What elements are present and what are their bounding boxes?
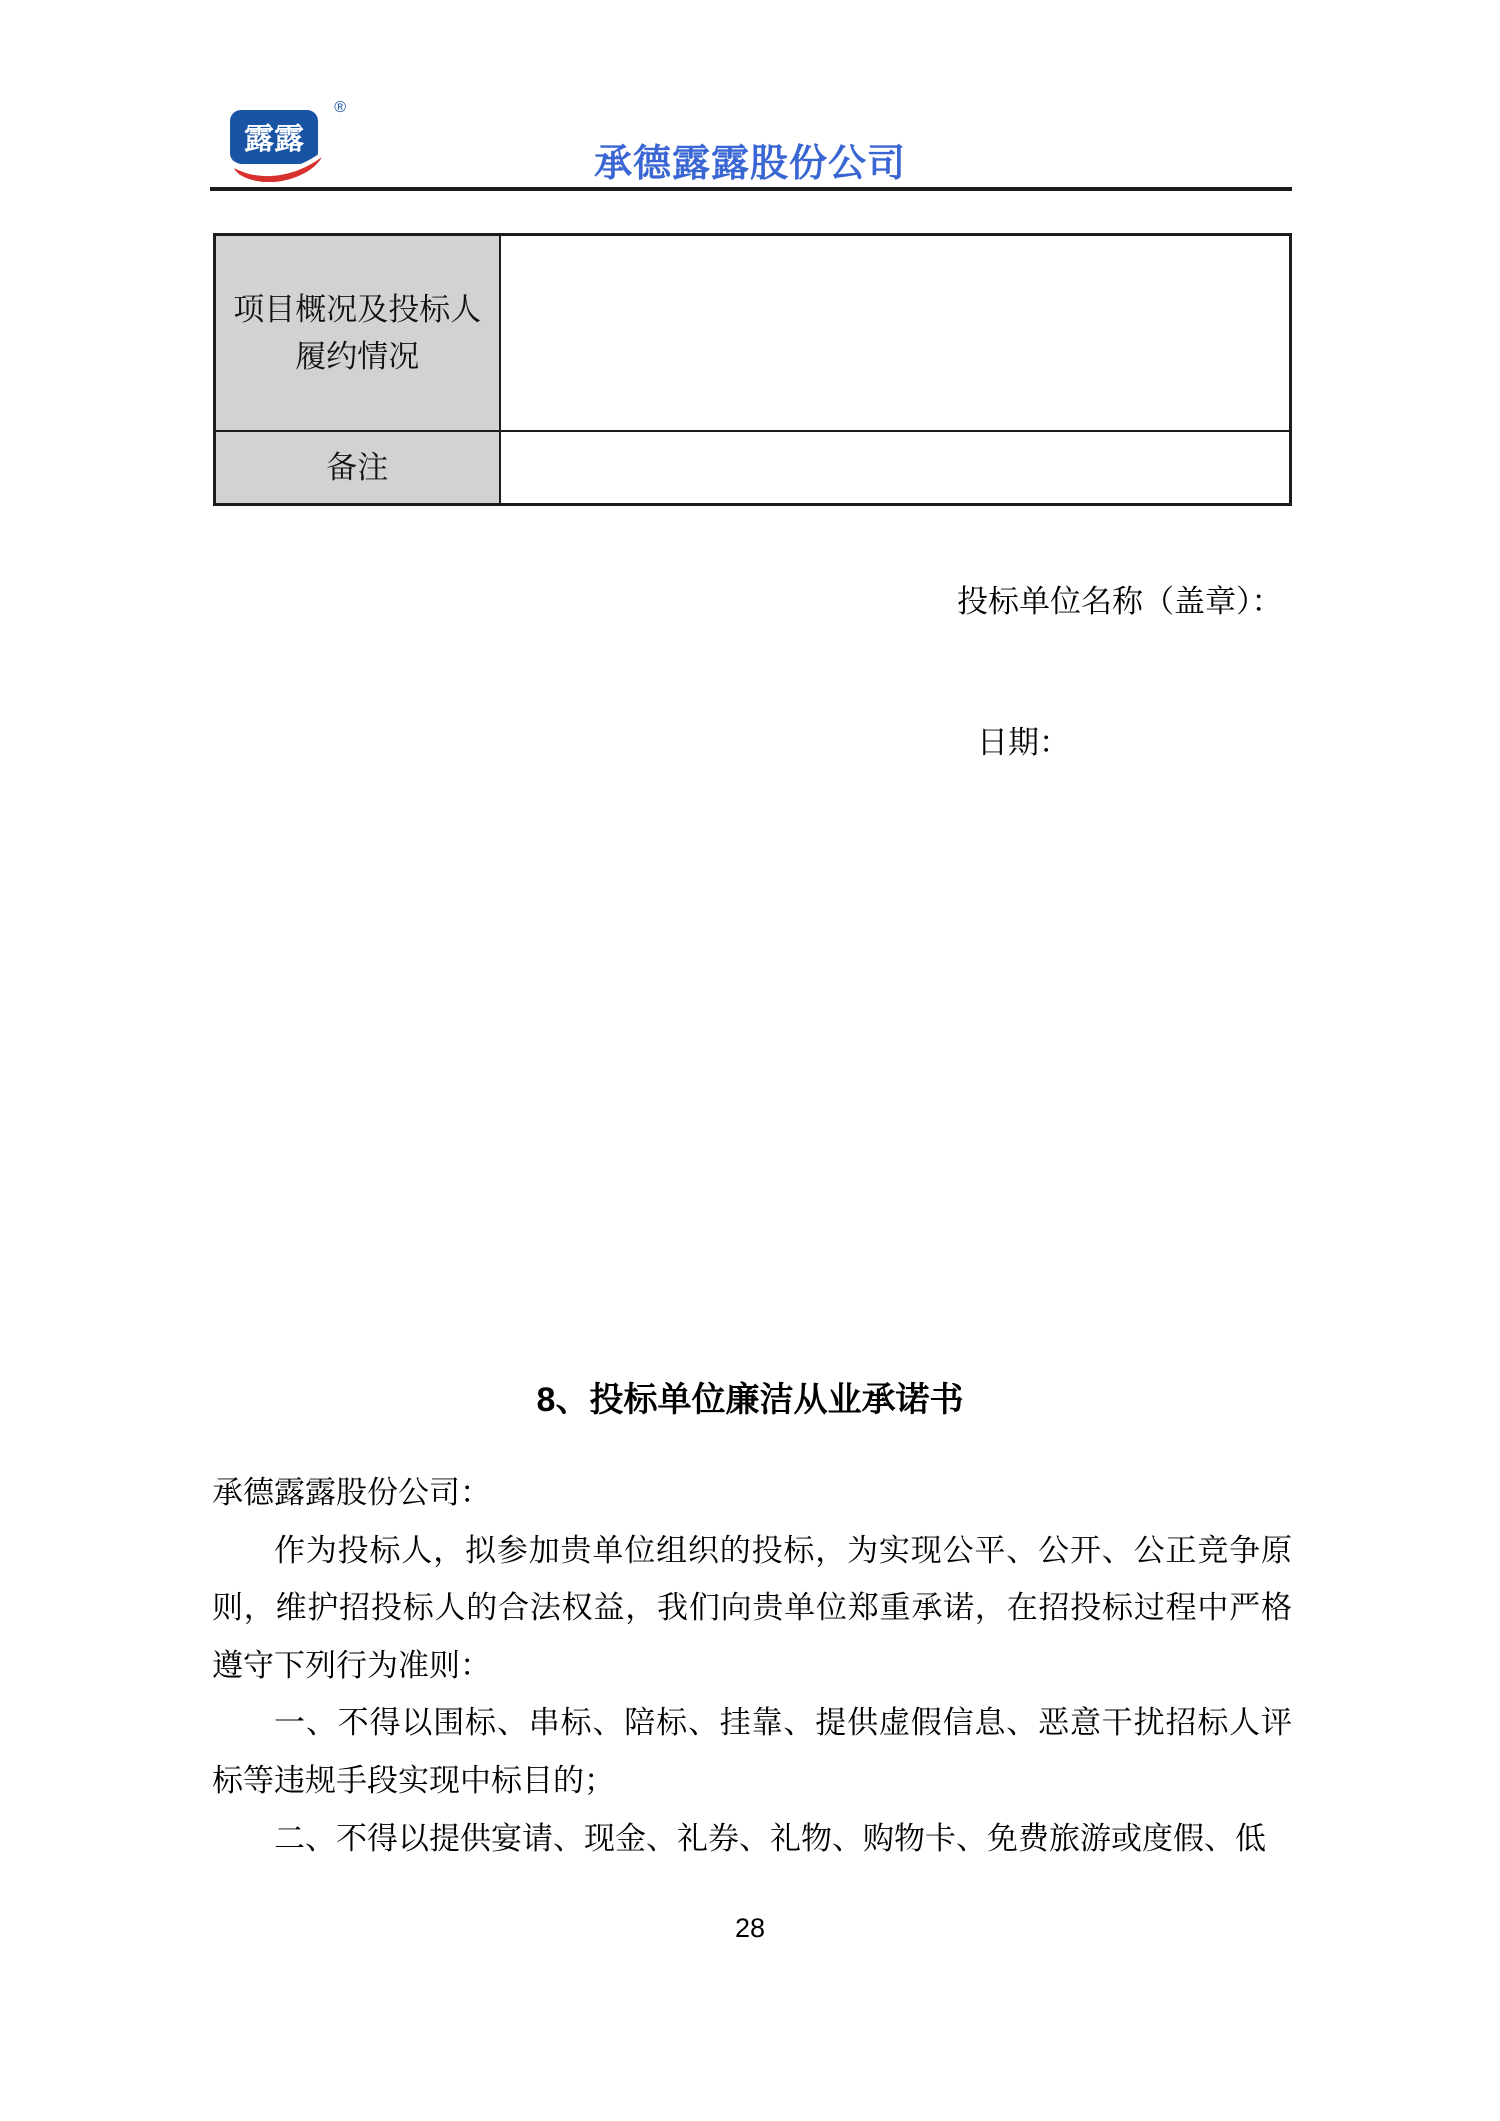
commitment-paragraph: 作为投标人，拟参加贵单位组织的投标，为实现公平、公开、公正竞争原则，维护招投标人的合法权益，我们向贵单位郑重承诺，在招投标过程中严格遵守下列行为准则： xyxy=(212,1532,1292,1683)
date-label: 日期： xyxy=(977,725,1070,760)
project-overview-label-line2: 履约情况 xyxy=(295,338,420,374)
logo-text: 露露 xyxy=(244,123,304,156)
bidder-name-seal-label: 投标单位名称（盖章）： xyxy=(957,584,1283,619)
remarks-label-cell: 备注 xyxy=(215,431,500,505)
page-header-company-title: 承德露露股份公司 xyxy=(593,143,906,185)
salutation: 承德露露股份公司： xyxy=(212,1475,491,1510)
section-heading: 8、投标单位廉洁从业承诺书 xyxy=(536,1381,964,1419)
commitment-body xyxy=(212,1464,1292,1867)
table-row xyxy=(215,235,1291,431)
page-number: 28 xyxy=(734,1913,766,1943)
table-row xyxy=(215,431,1291,505)
commitment-clause-2: 二、不得以提供宴请、现金、礼券、礼物、购物卡、免费旅游或度假、低 xyxy=(274,1820,1266,1856)
project-overview-label-line1: 项目概况及投标人 xyxy=(233,291,482,327)
performance-table xyxy=(213,233,1292,506)
project-overview-value-cell xyxy=(500,235,1291,431)
header-rule-line xyxy=(210,187,1292,191)
commitment-clause-1: 一、不得以围标、串标、陪标、挂靠、提供虚假信息、恶意干扰招标人评标等违规手段实现中标目的； xyxy=(212,1705,1292,1798)
registered-trademark-icon: ® xyxy=(334,99,346,116)
remarks-value-cell xyxy=(500,431,1291,505)
project-overview-label-cell xyxy=(215,235,500,431)
